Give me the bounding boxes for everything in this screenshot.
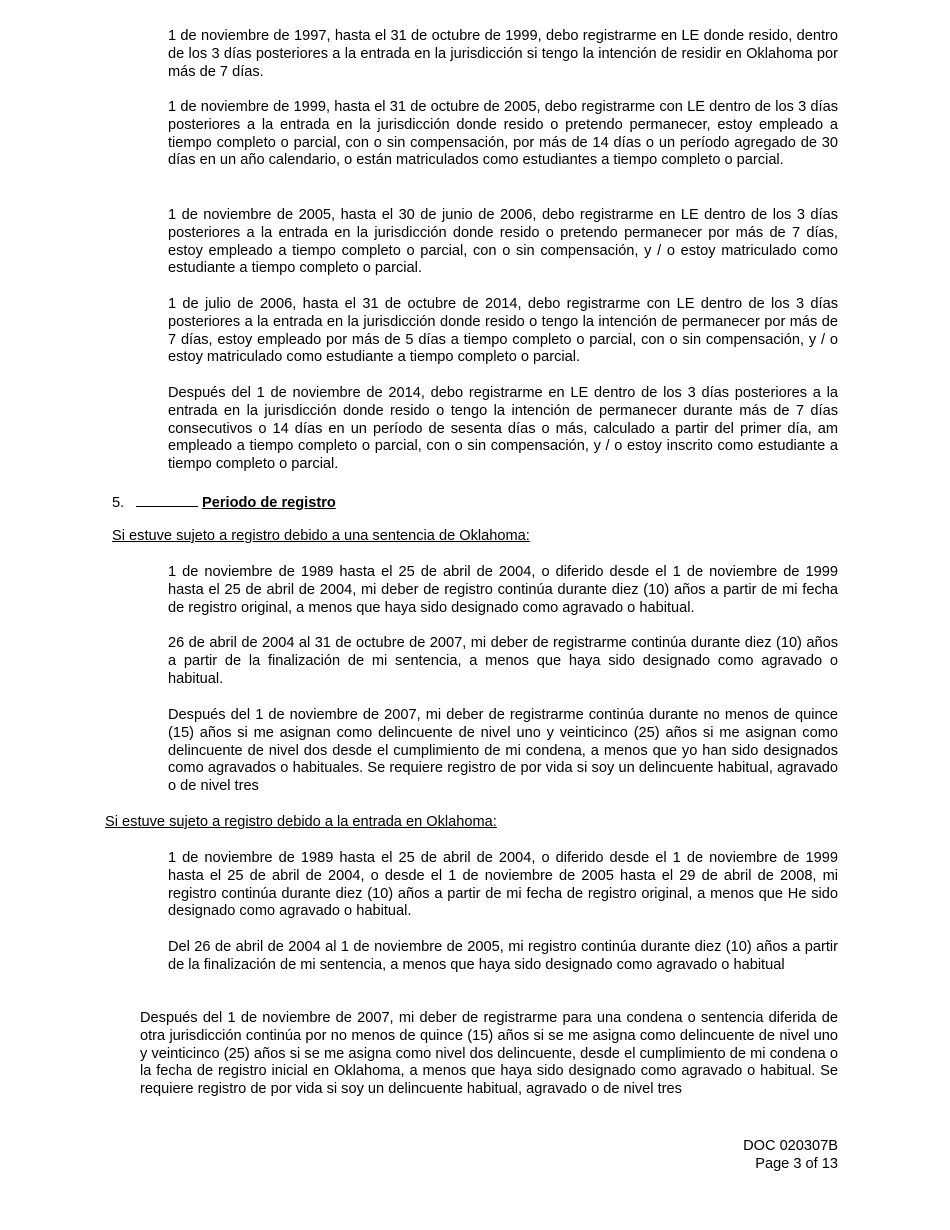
section-title: Periodo de registro <box>202 495 336 511</box>
page-footer <box>743 1138 838 1174</box>
document-id: DOC 020307B <box>743 1138 838 1154</box>
initials-blank-line <box>136 492 198 507</box>
entry-paragraph-after-2007: Después del 1 de noviembre de 2007, mi deber de registrarme para una condena o sentencia diferida de otra jurisdicción continúa por no menos de quince (15) años si se me asigna como delincuente de nivel uno y veinticinco (25) años si se me asigna como nivel dos delincuente, desde el cumplimiento de mi condena o la fecha de registro inicial en Oklahoma, a menos que haya sido designado como agravado o habitual. Se requiere registro de por vida si soy un delincuente habitual, agravado o de nivel tres <box>140 1010 838 1098</box>
sentence-paragraph-2004-2007: 26 de abril de 2004 al 31 de octubre de 2007, mi deber de registrarme continúa durante diez (10) años a partir de la finalización de mi sentencia, a menos que haya sido designado como agravado o habitual. <box>168 635 838 687</box>
paragraph-1999-2005: 1 de noviembre de 1999, hasta el 31 de octubre de 2005, debo registrarme con LE dentro de los 3 días posteriores a la entrada en la jurisdicción donde resido o pretendo permanecer, estoy empleado a tiempo completo o parcial, con o sin compensación, por más de 14 días o un período agregado de 30 días en un año calendario, o están matriculados como estudiantes a tiempo completo o parcial. <box>168 99 838 169</box>
entry-paragraph-1989-2008: 1 de noviembre de 1989 hasta el 25 de abril de 2004, o diferido desde el 1 de noviembre de 1999 hasta el 25 de abril de 2004, o desde el 1 de noviembre de 2005 hasta el 29 de abril de 2008, mi registro continúa durante diez (10) años a partir de mi fecha de registro original, a menos que He sido designado como agravado o habitual. <box>168 850 838 920</box>
entry-paragraph-2004-2005: Del 26 de abril de 2004 al 1 de noviembre de 2005, mi registro continúa durante diez (10) años a partir de la finalización de mi sentencia, a menos que haya sido designado como agravado o habitual <box>168 939 838 973</box>
paragraph-1997-1999: 1 de noviembre de 1997, hasta el 31 de octubre de 1999, debo registrarme en LE donde resido, dentro de los 3 días posteriores a la entrada en la jurisdicción si tengo la intención de residir en Oklahoma por más de 7 días. <box>168 28 838 80</box>
section-number: 5. <box>112 495 125 511</box>
page-number: Page 3 of 13 <box>755 1155 838 1172</box>
sentence-paragraph-1989-2004: 1 de noviembre de 1989 hasta el 25 de abril de 2004, o diferido desde el 1 de noviembre de 1999 hasta el 25 de abril de 2004, mi deber de registro continúa durante diez (10) años a partir de mi fecha de registro original, a menos que haya sido designado como agravado o habitual. <box>168 564 838 616</box>
paragraph-after-2014: Después del 1 de noviembre de 2014, debo registrarme en LE dentro de los 3 días posteriores a la entrada en la jurisdicción donde resido o tengo la intención de permanecer durante más de 7 días consecutivos o 14 días en un período de sesenta días o más, calculado a partir del primer día, am empleado a tiempo completo o parcial, con o sin compensación, y / o estoy inscrito como estudiante a tiempo completo o parcial. <box>168 385 838 473</box>
paragraph-2006-2014: 1 de julio de 2006, hasta el 31 de octubre de 2014, debo registrarme con LE dentro de los 3 días posteriores a la entrada en la jurisdicción donde resido o tengo la intención de permanecer por más de 7 días, estoy empleado por más de 5 días a tiempo completo o parcial, con o sin compensación, y / o estoy matriculado como estudiante a tiempo completo o parcial. <box>168 296 838 366</box>
sentence-paragraph-after-2007: Después del 1 de noviembre de 2007, mi deber de registrarme continúa durante no menos de quince (15) años si me asignan como delincuente de nivel uno y veinticinco (25) años si me asignan como delincuente de nivel dos desde el cumplimiento de mi condena, a menos que yo han sido designados como agravados o habituales. Se requiere registro de por vida si soy un delincuente habitual, agravado o de nivel tres <box>168 707 838 795</box>
paragraph-2005-2006: 1 de noviembre de 2005, hasta el 30 de junio de 2006, debo registrarme en LE dentro de los 3 días posteriores a la entrada en la jurisdicción donde resido o pretendo permanecer por más de 7 días, estoy empleado a tiempo completo o parcial, con o sin compensación, y / o estoy matriculado como estudiante a tiempo completo o parcial. <box>168 207 838 277</box>
oklahoma-entry-subheading: Si estuve sujeto a registro debido a la entrada en Oklahoma: <box>105 814 497 830</box>
section-5-heading <box>112 492 336 513</box>
oklahoma-sentence-subheading: Si estuve sujeto a registro debido a una sentencia de Oklahoma: <box>112 528 530 544</box>
